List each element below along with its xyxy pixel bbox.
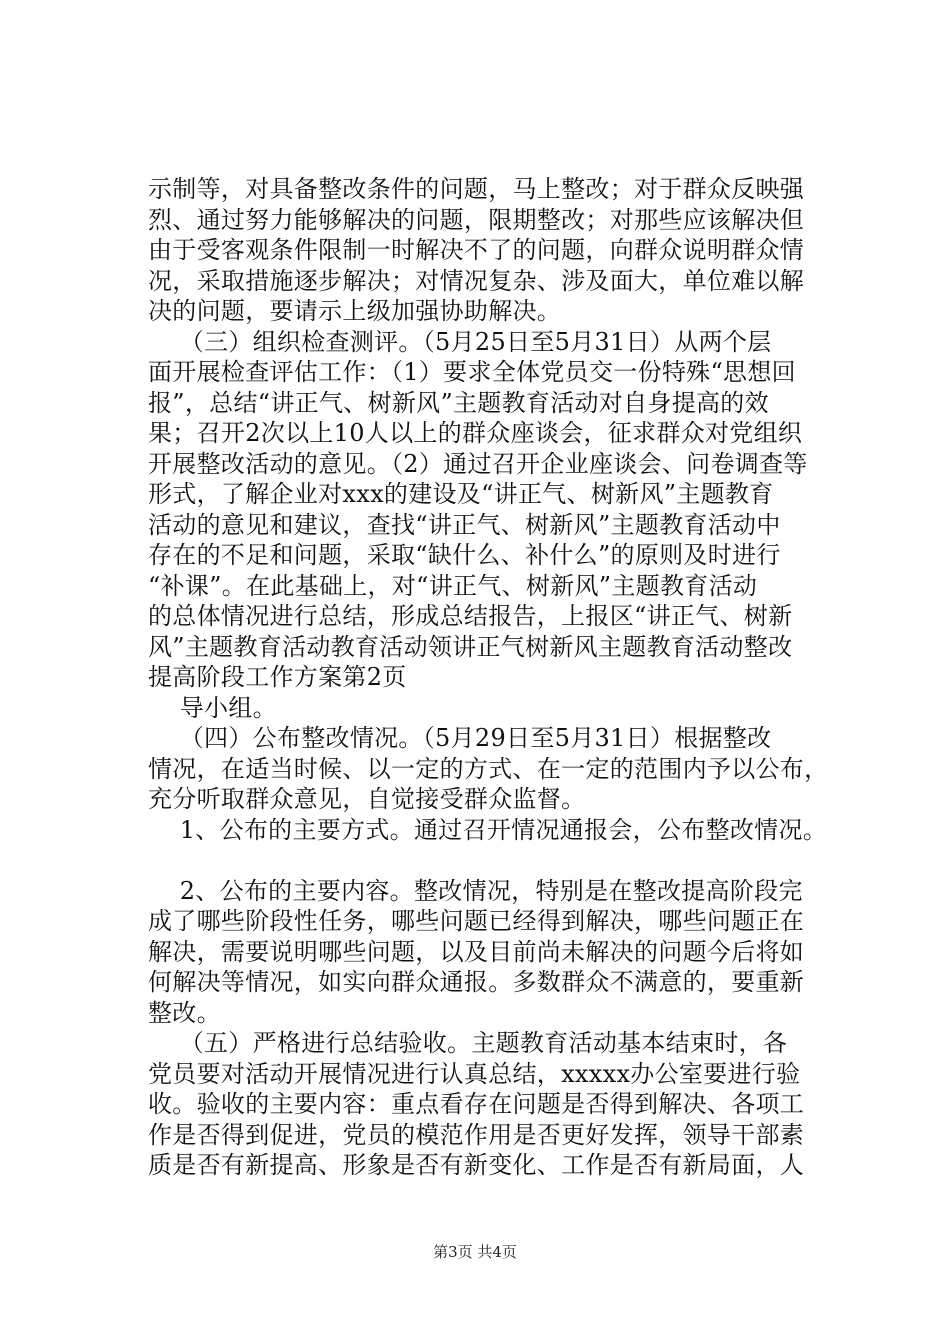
text-line: 作是否得到促进，党员的模范作用是否更好发挥，领导干部素 <box>148 1120 805 1149</box>
text-line: 收。验收的主要内容：重点看存在问题是否得到解决、各项工 <box>148 1090 805 1118</box>
text-line: 示制等，对具备整改条件的问题，马上整改；对于群众反映强 <box>148 175 805 203</box>
text-line: 充分听取群众意见，自觉接受群众监督。 <box>148 785 586 813</box>
text-line: 1、公布的主要方式。通过召开情况通报会，公布整改情况。 <box>148 815 828 844</box>
text-line: 2、公布的主要内容。整改情况，特别是在整改提高阶段完 <box>148 876 803 905</box>
text-line: 导小组。 <box>148 693 277 722</box>
text-line: 解决，需要说明哪些问题，以及目前尚未解决的问题今后将如 <box>148 937 805 966</box>
text-line: 的总体情况进行总结，形成总结报告，上报区“讲正气、树新 <box>148 602 793 630</box>
text-line: 情况，在适当时候、以一定的方式、在一定的范围内予以公布， <box>148 754 829 783</box>
text-line: 提高阶段工作方案第2页 <box>148 663 407 691</box>
text-line: 活动的意见和建议，查找“讲正气、树新风”主题教育活动中 <box>148 510 781 539</box>
text-line: 烈、通过努力能够解决的问题，限期整改；对那些应该解决但 <box>148 205 805 234</box>
text-line: 决的问题，要请示上级加强协助解决。 <box>148 297 562 325</box>
text-line: 由于受客观条件限制一时解决不了的问题，向群众说明群众情 <box>148 236 805 264</box>
page-number-footer: 第3页 共4页 <box>433 1243 517 1261</box>
text-line: 面开展检查评估工作：（1）要求全体党员交一份特殊“思想回 <box>148 358 796 386</box>
document-body <box>148 174 838 1181</box>
blank-line <box>148 845 838 876</box>
text-line: 风”主题教育活动教育活动领讲正气树新风主题教育活动整改 <box>148 632 793 661</box>
text-line: 党员要对活动开展情况进行认真总结，xxxxx办公室要进行验 <box>148 1059 801 1088</box>
text-line: 成了哪些阶段性任务，哪些问题已经得到解决，哪些问题正在 <box>148 907 805 935</box>
text-line: 形式，了解企业对xxx的建设及“讲正气、树新风”主题教育 <box>148 480 774 508</box>
text-line: 质是否有新提高、形象是否有新变化、工作是否有新局面，人 <box>148 1151 805 1179</box>
text-line: 何解决等情况，如实向群众通报。多数群众不满意的，要重新 <box>148 968 805 996</box>
text-line: 整改。 <box>148 998 221 1027</box>
text-line: （三）组织检查测评。（5月25日至5月31日）从两个层 <box>148 327 772 356</box>
text-line: 况，采取措施逐步解决；对情况复杂、涉及面大，单位难以解 <box>148 266 805 295</box>
text-line: 果；召开2次以上10人以上的群众座谈会，征求群众对党组织 <box>148 419 803 447</box>
text-line: （四）公布整改情况。（5月29日至5月31日）根据整改 <box>148 724 772 752</box>
text-line: （五）严格进行总结验收。主题教育活动基本结束时，各 <box>148 1029 788 1057</box>
text-line: 存在的不足和问题，采取“缺什么、补什么”的原则及时进行 <box>148 541 781 569</box>
text-line: “补课”。在此基础上，对“讲正气、树新风”主题教育活动 <box>148 571 758 600</box>
text-line: 报”，总结“讲正气、树新风”主题教育活动对自身提高的效 <box>148 388 769 417</box>
text-line: 开展整改活动的意见。（2）通过召开企业座谈会、问卷调查等 <box>148 449 808 478</box>
